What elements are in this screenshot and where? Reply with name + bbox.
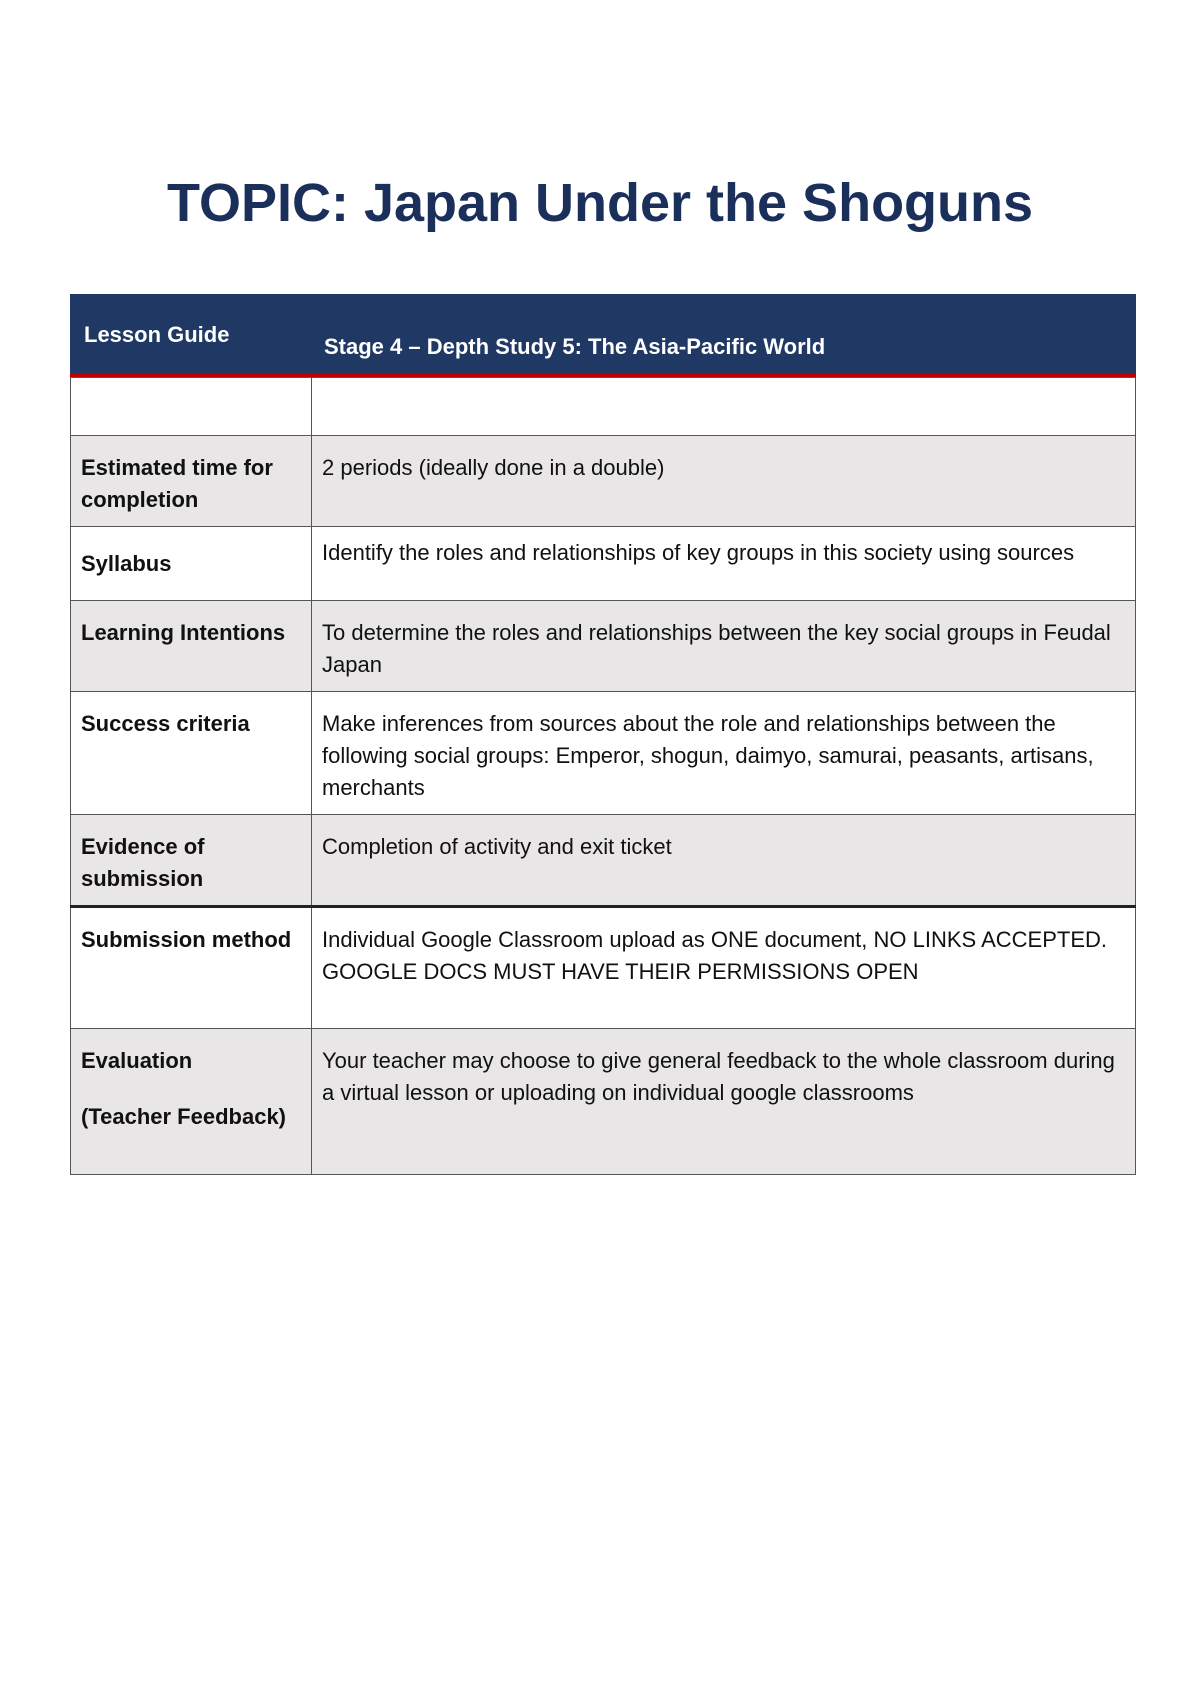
row-value: 2 periods (ideally done in a double) — [312, 436, 1136, 527]
table-row — [71, 527, 1136, 601]
lesson-guide-table — [70, 294, 1136, 1175]
row-value: Identify the roles and relationships of key groups in this society using sources — [312, 527, 1136, 601]
table-row — [71, 907, 1136, 1029]
table-row — [71, 601, 1136, 692]
header-stage: Stage 4 – Depth Study 5: The Asia-Pacific World — [324, 334, 826, 359]
header-lesson-guide: Lesson Guide — [84, 322, 230, 347]
row-value: Individual Google Classroom upload as ONE document, NO LINKS ACCEPTED. GOOGLE DOCS MUST HAVE THEIR PERMISSIONS OPEN — [312, 907, 1136, 1029]
table-row — [71, 692, 1136, 815]
row-label: Success criteria — [71, 692, 312, 815]
row-label — [71, 378, 312, 436]
row-label: Submission method — [71, 907, 312, 1029]
evaluation-sublabel: (Teacher Feedback) — [81, 1104, 287, 1129]
row-label — [71, 1029, 312, 1175]
table-row — [71, 378, 1136, 436]
row-label-text: Syllabus — [81, 550, 172, 576]
table-header — [70, 294, 1136, 377]
row-value: Completion of activity and exit ticket — [312, 815, 1136, 907]
row-value — [312, 378, 1136, 436]
row-value: Make inferences from sources about the role and relationships between the following social groups: Emperor, shogun, daimyo, samurai, peasants, artisans, merchants — [312, 692, 1136, 815]
table-row — [71, 815, 1136, 907]
row-label: Evidence of submission — [71, 815, 312, 907]
table-row — [71, 1029, 1136, 1175]
row-label: Estimated time for completion — [71, 436, 312, 527]
row-label — [71, 527, 312, 601]
table-row — [71, 436, 1136, 527]
row-value: Your teacher may choose to give general feedback to the whole classroom during a virtual lesson or uploading on individual google classrooms — [312, 1029, 1136, 1175]
row-value: To determine the roles and relationships between the key social groups in Feudal Japan — [312, 601, 1136, 692]
page-title: TOPIC: Japan Under the Shoguns — [166, 173, 1034, 233]
row-label: Learning Intentions — [71, 601, 312, 692]
guide-grid — [70, 377, 1136, 1175]
evaluation-label: Evaluation — [81, 1048, 193, 1073]
